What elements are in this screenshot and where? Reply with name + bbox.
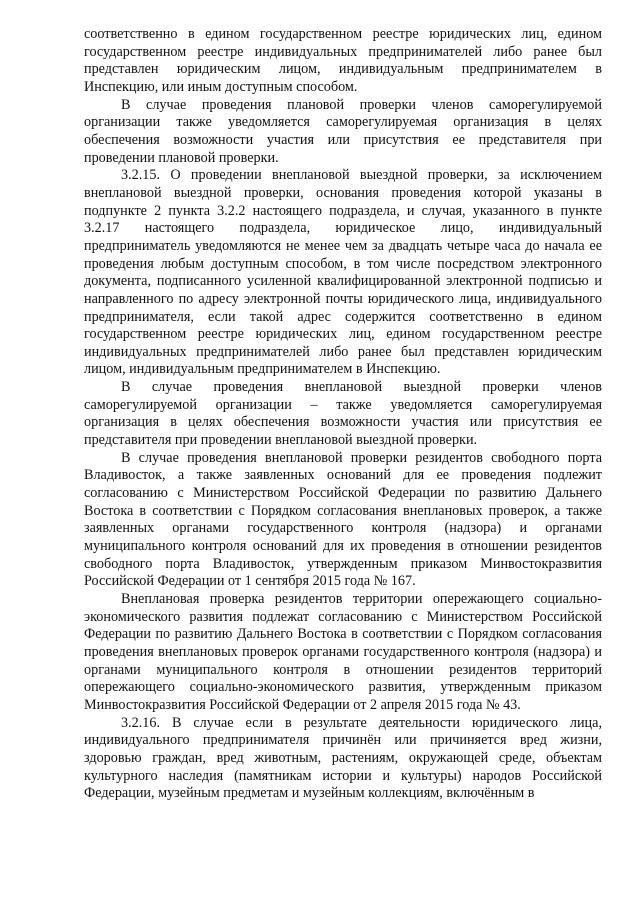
- document-page: [84, 26, 602, 803]
- paragraph-tor-residents: Внеплановая проверка резидентов территории опережающего социально-экономического развития подлежат согласованию с Министерством Российской Федерации по развитию Дальнего Востока в соответствии с Порядком согласования проведения внеплановых проверок органами государственного контроля (надзора) и органами муниципального контроля в отношении резидентов территорий опережающего социально-экономического развития, утвержденным приказом Минвостокразвития Российской Федерации от 2 апреля 2015 года № 43.: [84, 591, 602, 713]
- paragraph-3-2-16: 3.2.16. В случае если в результате деятельности юридического лица, индивидуального предпринимателя причинён или причиняется вред жизни, здоровью граждан, вред животным, растениям, окружающей среде, объектам культурного наследия (памятникам истории и культуры) народов Российской Федерации, музейным предметам и музейным коллекциям, включённым в: [84, 714, 602, 802]
- paragraph-vladivostok-free-port: В случае проведения внеплановой проверки резидентов свободного порта Владивосток, а также заявленных оснований для ее проведения подлежит согласованию с Министерством Российской Федерации по развитию Дальнего Востока в соответствии с Порядком согласования внеплановых проверок, а также заявленных органами государственного контроля (надзора) и органами муниципального контроля оснований для их проведения в отношении резидентов свободного порта Владивосток, утвержденным приказом Минвостокразвития Российской Федерации от 1 сентября 2015 года № 167.: [84, 449, 602, 590]
- paragraph-3-2-15: 3.2.15. О проведении внеплановой выездной проверки, за исключением внеплановой выездной проверки, основания проведения которой указаны в подпункте 2 пункта 3.2.2 настоящего подраздела, и случая, указанного в пункте 3.2.17 настоящего подраздела, юридическое лицо, индивидуальный предприниматель уведомляются не менее чем за двадцать четыре часа до начала ее проведения любым доступным способом, в том числе посредством электронного документа, подписанного усиленной квалифицированной электронной подписью и направленного по адресу электронной почты юридического лица, индивидуального предпринимателя, если такой адрес содержится соответственно в едином государственном реестре юридических лиц, едином государственном реестре индивидуальных предпринимателей либо ранее был представлен юридическим лицом, индивидуальным предпринимателем в Инспекцию.: [84, 167, 602, 378]
- paragraph-reestr-continuation: соответственно в едином государственном реестре юридических лиц, едином государственном реестре индивидуальных предпринимателей либо ранее был представлен юридическим лицом, индивидуальным предпринимателем в Инспекцию, или иным доступным способом.: [84, 26, 602, 95]
- paragraph-sro-planned-check: В случае проведения плановой проверки членов саморегулируемой организации также уведомляется саморегулируемая организация в целях обеспечения возможности участия или присутствия ее представителя при проведении плановой проверки.: [84, 96, 602, 166]
- paragraph-sro-unplanned-check: В случае проведения внеплановой выездной проверки членов саморегулируемой организации – также уведомляется саморегулируемая организация в целях обеспечения возможности участия или присутствия ее представителя при проведении внеплановой выездной проверки.: [84, 379, 602, 449]
